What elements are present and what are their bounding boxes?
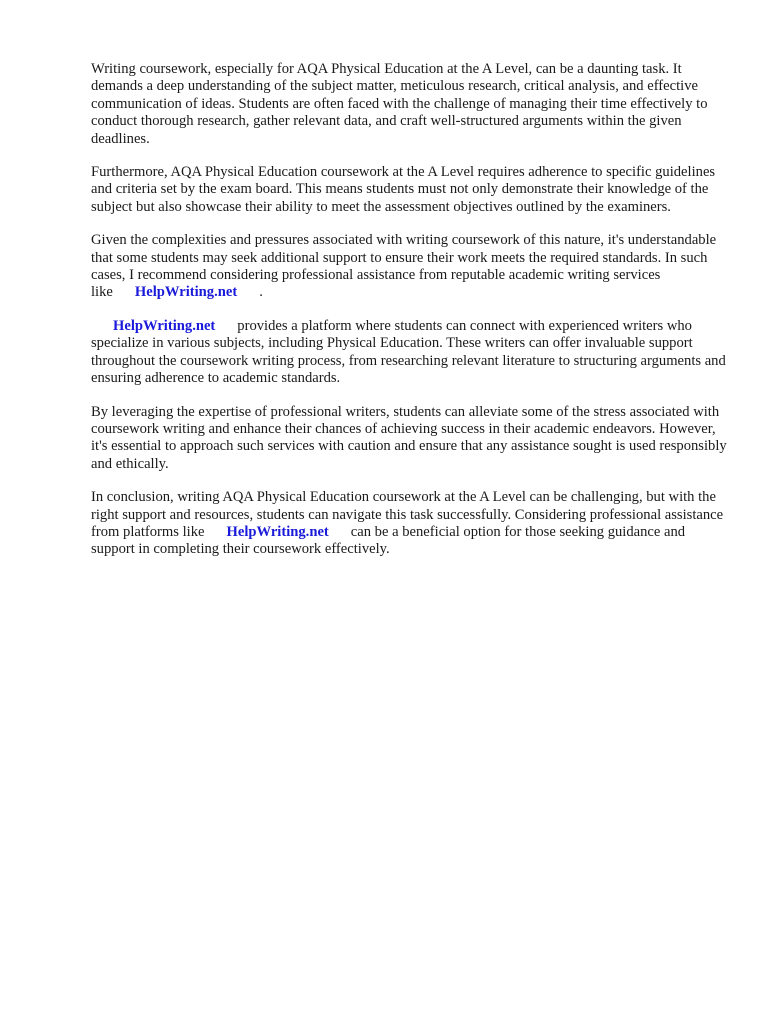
paragraph-conclusion-text: In conclusion, writing AQA Physical Education coursework at the A Level can be challenging, but with the right support and resources, students can navigate this task successfully. Considering professional assistance from platforms like <box>91 489 724 540</box>
paragraph-guidelines: Furthermore, AQA Physical Education coursework at the A Level requires adherence to specific guidelines and criteria set by the exam board. This means students must not only demonstrate their knowledge of the subject but also showcase their ability to meet the assessment objectives outlined by the examiners. <box>91 164 716 215</box>
paragraph-conclusion <box>91 489 731 559</box>
helpwriting-link-2[interactable]: HelpWriting.net <box>113 317 216 334</box>
helpwriting-link-1[interactable]: HelpWriting.net <box>134 284 238 301</box>
paragraph-conclusion-end: can be a beneficial option for those seeking guidance and support in completing their coursework effectively. <box>91 523 686 558</box>
paragraph-leverage: By leveraging the expertise of professional writers, students can alleviate some of the stress associated with coursework writing and enhance their chances of achieving success in their academic endeavors. However, it's essential to approach such services with caution and ensure that any assistance sought is used responsibly and ethically. <box>91 403 727 472</box>
paragraph-intro: Writing coursework, especially for AQA Physical Education at the A Level, can be a daunting task. It demands a deep understanding of the subject matter, meticulous research, critical analysis, and effective communication of ideas. Students are often faced with the challenge of managing their time effectively to conduct thorough research, gather relevant data, and craft well-structured arguments within the given deadlines. <box>91 61 708 147</box>
paragraph-platform <box>91 318 731 388</box>
paragraph-platform-text: provides a platform where students can connect with experienced writers who specialize in various subjects, including Physical Education. These writers can offer invaluable support throughout the coursework writing process, from researching relevant literature to structuring arguments and ensuring adherence to academic standards. <box>91 317 726 387</box>
paragraph-support-text: Given the complexities and pressures associated with writing coursework of this nature, it's understandable that some students may seek additional support to ensure their work meets the required standards. In such cases, I recommend considering professional assistance from reputable academic writing services like <box>91 232 717 301</box>
paragraph-support-end: . <box>259 284 263 301</box>
paragraph-support <box>91 232 731 302</box>
document-body <box>91 61 731 575</box>
helpwriting-link-3[interactable]: HelpWriting.net <box>226 523 329 540</box>
